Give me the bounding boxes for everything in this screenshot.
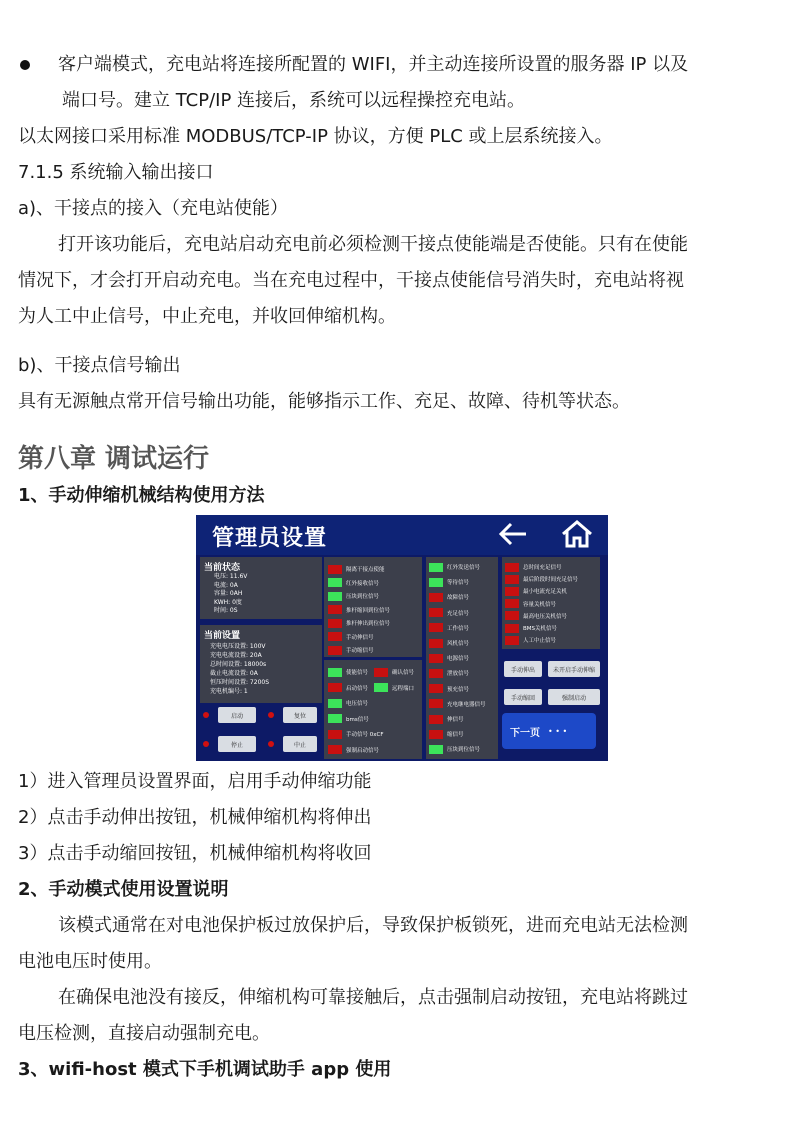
signal-label: 最小电流充足关机 xyxy=(523,589,568,596)
signal-label: 远程端口 xyxy=(392,685,415,692)
signal-label: 手动缩信号 xyxy=(346,648,374,654)
signal-off-lamp xyxy=(328,683,342,692)
signal-indicator xyxy=(429,561,480,573)
signal-label: 手动信号 0xCF xyxy=(346,732,384,738)
signal-label: 最后阶段时间充足信号 xyxy=(523,577,579,584)
signal-off-lamp xyxy=(429,608,443,617)
signal-label: 泄放信号 xyxy=(447,671,470,678)
settings-row: 恒压时间设置: 7200S xyxy=(210,679,270,686)
signal-indicator xyxy=(429,683,469,695)
signal-on-lamp xyxy=(328,578,342,587)
signal-off-lamp xyxy=(505,624,519,633)
abort-button[interactable]: 中止 xyxy=(283,736,317,752)
signal-on-lamp xyxy=(429,563,443,572)
next-page-label: 下一页 xyxy=(510,727,540,739)
bullet-line-2: 端口号。建立 TCP/IP 连接后，系统可以远程操控充电站。 xyxy=(62,90,526,111)
signal-off-lamp xyxy=(505,611,519,620)
step-3: 3）点击手动缩回按钮，机械伸缩机构将收回 xyxy=(18,843,372,864)
signal-off-lamp xyxy=(429,669,443,678)
manual-retract-button[interactable]: 手动缩回 xyxy=(504,689,542,705)
section-2-title: 2、手动模式使用设置说明 xyxy=(18,879,229,900)
signal-label: 故障信号 xyxy=(447,595,470,602)
signal-label: 电源信号 xyxy=(447,656,470,663)
signal-label: 启动信号 xyxy=(346,685,369,692)
bullet-dot xyxy=(20,60,30,70)
signal-off-lamp xyxy=(328,605,342,614)
bullet-line-1: 客户端模式，充电站将连接所配置的 WIFI，并主动连接所设置的服务器 IP 以及 xyxy=(58,54,689,75)
status-row: 容量: 0AH xyxy=(214,590,243,597)
signal-label: 最高电压关机信号 xyxy=(523,613,568,620)
signal-indicator xyxy=(505,573,578,585)
signal-off-lamp xyxy=(505,599,519,608)
signal-label: 容量关机信号 xyxy=(523,601,557,608)
signal-label: 强制启动信号 xyxy=(346,747,380,754)
signal-label: bms信号 xyxy=(346,716,369,723)
signal-label: 压块到位信号 xyxy=(447,747,481,754)
signal-indicator xyxy=(328,728,384,740)
b-line-1: 具有无源触点常开信号输出功能，能够指示工作、充足、故障、待机等状态。 xyxy=(18,391,630,412)
signal-label: BMS关机信号 xyxy=(523,626,558,632)
status-row: 电流: 0A xyxy=(214,581,238,589)
manual-extend-button[interactable]: 手动伸出 xyxy=(504,661,542,677)
signal-indicator xyxy=(505,585,567,597)
signal-off-lamp xyxy=(328,730,342,739)
signal-label: 风机信号 xyxy=(447,641,470,647)
signal-label: 推杆缩回到位信号 xyxy=(346,607,391,614)
signal-label: 电压信号 xyxy=(346,701,369,707)
section-1-title: 1、手动伸缩机械结构使用方法 xyxy=(18,485,265,506)
signal-indicator xyxy=(429,713,464,725)
signal-label: 推杆伸出到位信号 xyxy=(346,621,391,627)
signal-off-lamp xyxy=(429,593,443,602)
signal-off-lamp xyxy=(328,745,342,754)
s2-line-2: 电池电压时使用。 xyxy=(18,951,162,972)
signal-on-lamp xyxy=(328,668,342,677)
signal-indicator xyxy=(505,610,567,622)
settings-row: 总时间设置: 18000s xyxy=(210,661,267,668)
settings-row: 充电机编号: 1 xyxy=(210,688,248,695)
a-line-2: 情况下，才会打开启动充电。当在充电过程中，干接点使能信号消失时，充电站将视 xyxy=(18,270,684,291)
signal-indicator xyxy=(505,598,556,610)
signal-on-lamp xyxy=(429,745,443,754)
signal-on-lamp xyxy=(328,699,342,708)
reset-button[interactable]: 复位 xyxy=(283,707,317,723)
status-title: 当前状态 xyxy=(204,563,241,573)
signal-label: 隔离干接点使能 xyxy=(346,567,385,573)
signal-off-lamp xyxy=(505,587,519,596)
signal-indicator xyxy=(328,666,414,678)
settings-title: 当前设置 xyxy=(204,631,241,641)
signal-label: 红外发送信号 xyxy=(447,565,481,571)
s2-line-1: 该模式通常在对电池保护板过放保护后，导致保护板锁死，进而充电站无法检测 xyxy=(58,915,688,936)
signal-off-lamp xyxy=(505,575,519,584)
hmi-title: 管理员设置 xyxy=(212,526,328,551)
signal-indicator xyxy=(429,743,480,755)
signal-off-lamp xyxy=(374,668,388,677)
stop-button[interactable]: 停止 xyxy=(218,736,256,752)
signal-label: 人工中止信号 xyxy=(523,638,557,645)
signal-off-lamp xyxy=(429,684,443,693)
signal-indicator xyxy=(328,697,368,709)
settings-row: 截止电流设置: 0A xyxy=(210,670,258,677)
signal-indicator xyxy=(429,576,469,588)
signal-on-lamp xyxy=(328,592,342,601)
next-page-button[interactable] xyxy=(502,713,596,749)
signal-indicator xyxy=(429,607,469,619)
signal-label: 等待信号 xyxy=(447,580,470,587)
signal-on-lamp xyxy=(429,578,443,587)
signal-label: 充电继电器信号 xyxy=(447,701,486,708)
signal-indicator xyxy=(429,591,469,603)
b-title: b)、干接点信号输出 xyxy=(18,355,181,376)
signal-indicator xyxy=(328,713,369,725)
s2-line-3: 在确保电池没有接反，伸缩机构可靠接触后，点击强制启动按钮，充电站将跳过 xyxy=(58,987,688,1008)
signal-off-lamp xyxy=(429,623,443,632)
signal-off-lamp xyxy=(328,632,342,641)
signal-label: 伸信号 xyxy=(447,717,464,723)
signal-indicator xyxy=(505,622,557,634)
signal-off-lamp xyxy=(429,715,443,724)
signal-label: 手动伸信号 xyxy=(346,634,374,641)
abort-indicator xyxy=(268,741,274,747)
signal-off-lamp xyxy=(505,563,519,572)
step-1: 1）进入管理员设置界面，启用手动伸缩功能 xyxy=(18,771,372,792)
start-indicator xyxy=(203,712,209,718)
signal-indicator xyxy=(429,652,469,664)
section-715-title: 7.1.5 系统输入输出接口 xyxy=(18,162,214,183)
section-3-title: 3、wifi-host 模式下手机调试助手 app 使用 xyxy=(18,1059,392,1080)
reset-indicator xyxy=(268,712,274,718)
start-button[interactable]: 启动 xyxy=(218,707,256,723)
stop-indicator xyxy=(203,741,209,747)
ethernet-line: 以太网接口采用标准 MODBUS/TCP-IP 协议，方便 PLC 或上层系统接入。 xyxy=(18,126,613,147)
step-2: 2）点击手动伸出按钮，机械伸缩机构将伸出 xyxy=(18,807,372,828)
settings-row: 充电电压设置: 100V xyxy=(210,643,266,650)
signal-indicator xyxy=(328,590,379,602)
manual-disabled-button[interactable]: 未开启手动伸缩 xyxy=(548,661,600,677)
signal-label: 工作信号 xyxy=(447,625,470,632)
force-start-button[interactable]: 强制启动 xyxy=(548,689,600,705)
signal-indicator xyxy=(328,682,414,694)
signal-indicator xyxy=(429,622,469,634)
signal-indicator xyxy=(505,634,556,646)
signal-indicator xyxy=(429,728,464,740)
status-row: 电压: 11.6V xyxy=(214,573,248,580)
signal-indicator xyxy=(328,617,390,629)
signal-label: 确认信号 xyxy=(392,670,415,676)
signal-indicator xyxy=(328,644,374,656)
signal-indicator xyxy=(328,744,379,756)
signal-off-lamp xyxy=(505,636,519,645)
signal-label: 充足信号 xyxy=(447,610,470,617)
status-row: KWH: 0度 xyxy=(214,598,242,606)
ellipsis-icon: • • • xyxy=(548,726,568,736)
signal-indicator xyxy=(429,667,469,679)
signal-off-lamp xyxy=(429,639,443,648)
home-icon[interactable] xyxy=(560,519,594,554)
signal-indicator xyxy=(328,604,390,616)
hmi-screenshot xyxy=(196,515,608,761)
signal-off-lamp xyxy=(328,565,342,574)
signal-label: 压块到位信号 xyxy=(346,594,380,600)
signal-label: 总时间充足信号 xyxy=(523,565,562,571)
signal-label: 缩信号 xyxy=(447,732,464,739)
signal-on-lamp xyxy=(374,683,388,692)
signal-off-lamp xyxy=(429,699,443,708)
signal-off-lamp xyxy=(328,646,342,655)
s2-line-4: 电压检测，直接启动强制充电。 xyxy=(18,1023,270,1044)
signal-indicator xyxy=(505,561,562,573)
signal-off-lamp xyxy=(429,730,443,739)
a-line-3: 为人工中止信号，中止充电，并收回伸缩机构。 xyxy=(18,306,396,327)
settings-row: 充电电流设置: 20A xyxy=(210,652,262,659)
a-title: a)、干接点的接入（充电站使能） xyxy=(18,198,289,219)
signal-indicator xyxy=(429,698,486,710)
signal-indicator xyxy=(328,563,385,575)
signal-indicator xyxy=(328,577,379,589)
a-line-1: 打开该功能后，充电站启动充电前必须检测干接点使能端是否使能。只有在使能 xyxy=(58,234,688,255)
status-row: 时间: 0S xyxy=(214,607,238,614)
signal-indicator xyxy=(429,637,469,649)
signal-label: 预充信号 xyxy=(447,686,470,693)
signal-label: 红外接收信号 xyxy=(346,580,380,587)
signal-off-lamp xyxy=(429,654,443,663)
chapter-title: 第八章 调试运行 xyxy=(18,444,210,474)
signal-indicator xyxy=(328,631,374,643)
signal-label: 使能信号 xyxy=(346,670,369,676)
signal-on-lamp xyxy=(328,714,342,723)
arrow-left-icon[interactable] xyxy=(498,521,528,552)
signal-off-lamp xyxy=(328,619,342,628)
